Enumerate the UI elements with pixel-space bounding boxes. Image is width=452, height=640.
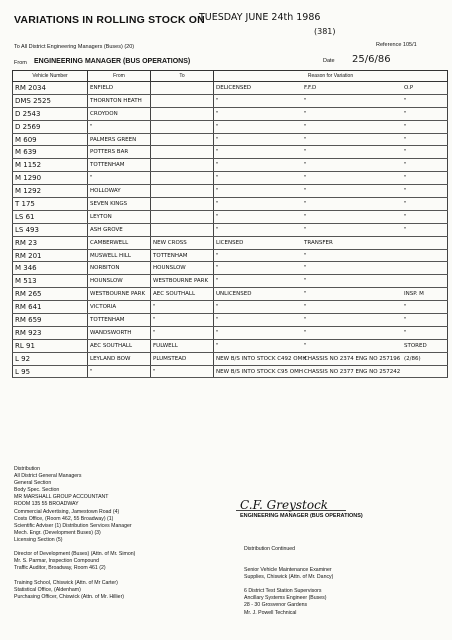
reason-cell	[214, 120, 448, 133]
table-row	[13, 198, 448, 211]
reason-tertiary: "	[404, 226, 407, 233]
reason-cell	[214, 326, 448, 339]
to-cell	[151, 172, 214, 185]
table-row	[13, 339, 448, 352]
distribution-continued-list	[244, 567, 333, 617]
distribution-item: Body Spec. Section	[14, 487, 60, 494]
reason-primary: LICENSED	[216, 239, 244, 246]
vehicle-number-cell: RM 923	[13, 326, 88, 339]
vehicle-number-cell: RM 23	[13, 236, 88, 249]
reason-primary: NEW B/S INTO STOCK C492 OMH	[216, 355, 307, 362]
vehicle-number-cell: RM 641	[13, 301, 88, 314]
from-cell: NORBITON	[88, 262, 151, 275]
distribution-item: Senior Vehicle Maintenance Examiner	[244, 567, 332, 573]
table-row	[13, 301, 448, 314]
table-row	[13, 352, 448, 365]
reason-primary: "	[216, 329, 219, 336]
reason-tertiary: (2/86)	[404, 355, 421, 362]
reason-cell	[214, 301, 448, 314]
to-cell: TOTTENHAM	[151, 249, 214, 262]
distribution-item: Costs Office, (Room 462, 55 Broadway) (1)	[14, 515, 114, 522]
table-row	[13, 314, 448, 327]
reason-tertiary: "	[404, 175, 407, 182]
distribution-item	[14, 544, 135, 551]
from-cell: "	[88, 365, 151, 378]
to-cell	[151, 120, 214, 133]
reason-tertiary: "	[404, 97, 407, 104]
distribution-item: ROOM 135 55 BROADWAY	[14, 501, 79, 508]
to-cell: PLUMSTEAD	[151, 352, 214, 365]
date-value: 25/6/86	[352, 54, 391, 65]
table-row	[13, 120, 448, 133]
column-header-reason: Reason for Variation	[214, 71, 448, 82]
reason-secondary: "	[304, 97, 307, 104]
distribution-item	[14, 572, 135, 579]
reason-cell	[214, 314, 448, 327]
reason-secondary: "	[304, 110, 307, 117]
reason-cell	[214, 352, 448, 365]
reason-tertiary: "	[404, 329, 407, 336]
reason-secondary: "	[304, 316, 307, 323]
reason-cell	[214, 159, 448, 172]
reason-secondary: "	[304, 213, 307, 220]
reason-cell	[214, 198, 448, 211]
signature: C.F. Greystock	[240, 498, 329, 512]
reason-secondary: "	[304, 278, 307, 285]
vehicle-number-cell: T 175	[13, 198, 88, 211]
to-cell	[151, 107, 214, 120]
distribution-item	[244, 581, 333, 588]
reason-primary: "	[216, 175, 219, 182]
reason-tertiary: O.P	[404, 84, 414, 91]
distribution-item: Statistical Office, (Aldenham)	[14, 586, 81, 593]
to-cell: NEW CROSS	[151, 236, 214, 249]
table-row	[13, 94, 448, 107]
reason-cell	[214, 365, 448, 378]
to-cell: "	[151, 326, 214, 339]
reason-secondary: "	[304, 304, 307, 311]
to-cell: HOUNSLOW	[151, 262, 214, 275]
to-cell: "	[151, 314, 214, 327]
reason-primary: "	[216, 188, 219, 195]
column-header-to: To	[151, 71, 214, 82]
reason-secondary: "	[304, 265, 307, 272]
to-cell	[151, 210, 214, 223]
date-label: Date	[323, 58, 335, 64]
from-cell: AEC SOUTHALL	[88, 339, 151, 352]
to-cell	[151, 82, 214, 95]
vehicle-number-cell: D 2543	[13, 107, 88, 120]
table-row	[13, 236, 448, 249]
from-cell: CROYDON	[88, 107, 151, 120]
reason-secondary: "	[304, 123, 307, 130]
table-row	[13, 146, 448, 159]
reason-cell	[214, 339, 448, 352]
from-cell: VICTORIA	[88, 301, 151, 314]
reason-secondary: "	[304, 252, 307, 259]
distribution-item: All District General Managers	[14, 473, 82, 480]
distribution-item: Mr. J. Powell Technical	[244, 609, 297, 616]
reason-primary: "	[216, 123, 219, 130]
from-cell: TOTTENHAM	[88, 159, 151, 172]
from-cell: LEYLAND BOW	[88, 352, 151, 365]
to-cell	[151, 185, 214, 198]
reason-secondary: "	[304, 200, 307, 207]
table-row	[13, 365, 448, 378]
reason-secondary: "	[304, 329, 307, 336]
table-row	[13, 107, 448, 120]
title-date: TUESDAY JUNE 24th 1986	[199, 12, 321, 23]
vehicle-number-cell: M 1292	[13, 185, 88, 198]
distribution-item: Supplies, Chiswick (Attn. of Mr. Dancy)	[244, 574, 334, 581]
vehicle-number-cell: RL 91	[13, 339, 88, 352]
to-cell	[151, 198, 214, 211]
to-cell	[151, 146, 214, 159]
reason-primary: "	[216, 252, 219, 259]
table-header-row	[13, 71, 448, 82]
variations-table	[12, 70, 448, 378]
distribution-item: Mech. Engr. (Development Buses) (3)	[14, 529, 101, 536]
from-cell: ENFIELD	[88, 82, 151, 95]
distribution-continued-label: Distribution Continued	[244, 546, 296, 552]
reason-cell	[214, 210, 448, 223]
to-line: To All District Engineering Managers (Buses) (20)	[14, 44, 135, 50]
to-cell	[151, 133, 214, 146]
from-cell: ASH GROVE	[88, 223, 151, 236]
reason-primary: "	[216, 342, 219, 349]
column-header-from: From	[88, 71, 151, 82]
reason-secondary: "	[304, 136, 307, 143]
from-cell: "	[88, 120, 151, 133]
table-row	[13, 159, 448, 172]
from-cell: THORNTON HEATH	[88, 94, 151, 107]
reason-tertiary: "	[404, 304, 407, 311]
distribution-item: Licensing Section (5)	[14, 536, 63, 543]
reason-primary: NEW B/S INTO STOCK C95 OMH	[216, 368, 303, 375]
vehicle-number-cell: M 1152	[13, 159, 88, 172]
to-cell	[151, 223, 214, 236]
distribution-item: Director of Development (Buses) (Attn. of Mr. Simon)	[14, 551, 136, 558]
to-cell	[151, 159, 214, 172]
table-row	[13, 133, 448, 146]
distribution-item: 6 District Test Station Supervisors	[244, 588, 322, 595]
reason-primary: DELICENSED	[216, 84, 252, 91]
reason-tertiary: "	[404, 149, 407, 156]
reason-tertiary: STORED	[404, 342, 427, 349]
signature-line	[236, 510, 346, 511]
vehicle-number-cell: M 1290	[13, 172, 88, 185]
reason-primary: "	[216, 265, 219, 272]
reason-tertiary: "	[404, 162, 407, 169]
table-row	[13, 223, 448, 236]
from-cell: SEVEN KINGS	[88, 198, 151, 211]
distribution-item: MR MARSHALL GROUP ACCOUNTANT	[14, 494, 109, 501]
reason-primary: "	[216, 136, 219, 143]
table-row	[13, 172, 448, 185]
reason-primary: "	[216, 304, 219, 311]
reason-cell	[214, 133, 448, 146]
reason-tertiary: "	[404, 200, 407, 207]
table-row	[13, 210, 448, 223]
distribution-item: 28 - 30 Grosvenor Gardens	[244, 602, 308, 609]
title-number: (381)	[314, 27, 336, 36]
reason-cell	[214, 223, 448, 236]
from-cell: POTTERS BAR	[88, 146, 151, 159]
from-cell: PALMERS GREEN	[88, 133, 151, 146]
reason-secondary: CHASSIS NO 2374 ENG NO 257196	[304, 355, 401, 362]
vehicle-number-cell: LS 493	[13, 223, 88, 236]
to-cell: "	[151, 301, 214, 314]
reason-secondary: TRANSFER	[304, 239, 333, 246]
vehicle-number-cell: DMS 2525	[13, 94, 88, 107]
reason-tertiary: "	[404, 316, 407, 323]
reason-tertiary: "	[404, 123, 407, 130]
reason-primary: UNLICENSED	[216, 291, 252, 298]
reason-tertiary: "	[404, 136, 407, 143]
vehicle-number-cell: M 346	[13, 262, 88, 275]
from-cell: LEYTON	[88, 210, 151, 223]
vehicle-number-cell: M 609	[13, 133, 88, 146]
from-cell: CAMBERWELL	[88, 236, 151, 249]
vehicle-number-cell: RM 2034	[13, 82, 88, 95]
reason-primary: "	[216, 162, 219, 169]
reason-tertiary: "	[404, 188, 407, 195]
vehicle-number-cell: RM 265	[13, 288, 88, 301]
table-row	[13, 82, 448, 95]
from-cell: HOUNSLOW	[88, 275, 151, 288]
from-cell: TOTTENHAM	[88, 314, 151, 327]
from-value: ENGINEERING MANAGER (BUS OPERATIONS)	[34, 58, 191, 65]
distribution-item: General Section	[14, 480, 52, 487]
reason-cell	[214, 82, 448, 95]
reason-secondary: "	[304, 162, 307, 169]
distribution-item: Scientific Adviser (1) Distribution Services Manager	[14, 522, 132, 529]
reason-secondary: "	[304, 291, 307, 298]
from-cell: WESTBOURNE PARK	[88, 288, 151, 301]
reason-tertiary: "	[404, 110, 407, 117]
reason-primary: "	[216, 97, 219, 104]
vehicle-number-cell: L 95	[13, 365, 88, 378]
distribution-item: Commercial Advertising, Jamestown Road (4)	[14, 508, 120, 515]
reason-cell	[214, 236, 448, 249]
to-cell	[151, 94, 214, 107]
to-cell: AEC SOUTHALL	[151, 288, 214, 301]
signature-title: ENGINEERING MANAGER (BUS OPERATIONS)	[240, 513, 363, 519]
to-cell: WESTBOURNE PARK	[151, 275, 214, 288]
distribution-item: Distribution	[14, 466, 40, 472]
table-row	[13, 185, 448, 198]
reason-secondary: "	[304, 149, 307, 156]
reason-cell	[214, 185, 448, 198]
reason-secondary: CHASSIS NO 2377 ENG NO 257242	[304, 368, 401, 375]
distribution-item: Purchasing Officer, Chiswick (Attn. of Mr. Hillier)	[14, 593, 125, 600]
reason-tertiary: INSP. M	[404, 291, 424, 298]
reason-cell	[214, 146, 448, 159]
reason-secondary: "	[304, 175, 307, 182]
from-cell: WANDSWORTH	[88, 326, 151, 339]
from-label: From	[14, 60, 27, 66]
reason-secondary: "	[304, 226, 307, 233]
reason-primary: "	[216, 200, 219, 207]
reason-secondary: "	[304, 188, 307, 195]
table-row	[13, 326, 448, 339]
distribution-item: Ancillary Systems Engineer (Buses)	[244, 595, 327, 602]
reason-primary: "	[216, 278, 219, 285]
vehicle-number-cell: RM 201	[13, 249, 88, 262]
reason-tertiary: "	[404, 213, 407, 220]
from-cell: "	[88, 172, 151, 185]
table-row	[13, 262, 448, 275]
distribution-item: Mr. S. Parmar, Inspection Compound	[14, 558, 100, 565]
reason-cell	[214, 288, 448, 301]
to-cell: "	[151, 365, 214, 378]
reason-cell	[214, 94, 448, 107]
from-cell: HOLLOWAY	[88, 185, 151, 198]
reason-secondary: "	[304, 342, 307, 349]
table-row	[13, 275, 448, 288]
table-row	[13, 288, 448, 301]
vehicle-number-cell: M 513	[13, 275, 88, 288]
reason-primary: "	[216, 213, 219, 220]
vehicle-number-cell: LS 61	[13, 210, 88, 223]
reason-primary: "	[216, 149, 219, 156]
page-title: VARIATIONS IN ROLLING STOCK ON	[14, 14, 205, 26]
table-row	[13, 249, 448, 262]
vehicle-number-cell: L 92	[13, 352, 88, 365]
distribution-item: Training School, Chiswick (Attn. of Mr Carter)	[14, 579, 118, 586]
to-cell: FULWELL	[151, 339, 214, 352]
reason-cell	[214, 172, 448, 185]
reason-cell	[214, 107, 448, 120]
reason-primary: "	[216, 226, 219, 233]
reason-primary: "	[216, 110, 219, 117]
reference-label: Reference 105/1	[376, 42, 417, 48]
distribution-item: Traffic Auditor, Broadway, Room 461 (2)	[14, 565, 106, 572]
vehicle-number-cell: RM 659	[13, 314, 88, 327]
column-header-vehicle: Vehicle Number	[13, 71, 88, 82]
reason-cell	[214, 275, 448, 288]
reason-cell	[214, 262, 448, 275]
vehicle-number-cell: M 639	[13, 146, 88, 159]
from-cell: MUSWELL HILL	[88, 249, 151, 262]
vehicle-number-cell: D 2569	[13, 120, 88, 133]
reason-primary: "	[216, 316, 219, 323]
reason-cell	[214, 249, 448, 262]
distribution-list	[14, 466, 135, 601]
reason-secondary: F.F.D	[304, 84, 317, 91]
